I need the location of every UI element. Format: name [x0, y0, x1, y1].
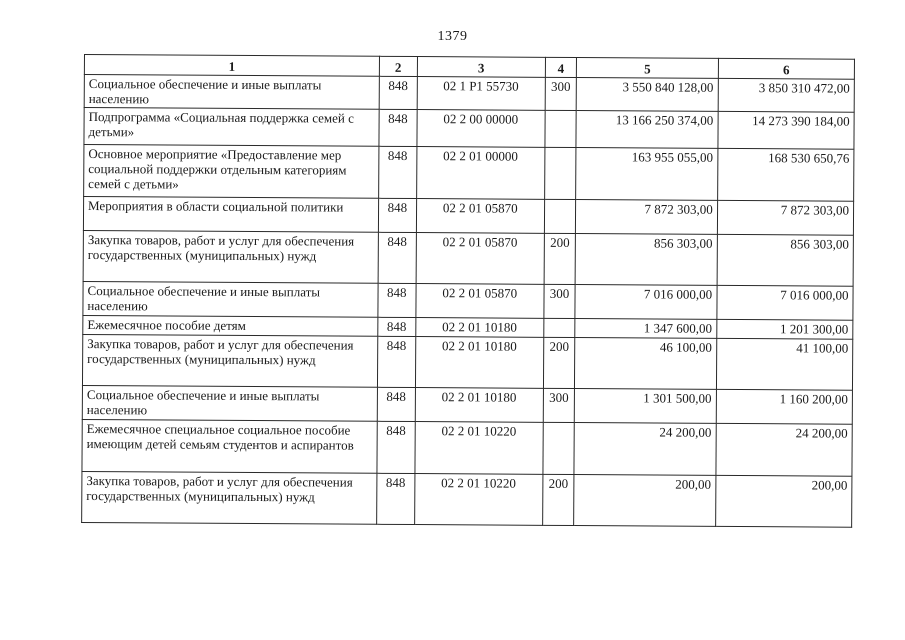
row-code: 848	[377, 387, 415, 421]
table-row	[82, 385, 852, 424]
row-vr	[544, 318, 576, 337]
row-sum-2: 3 850 310 472,00	[718, 78, 855, 112]
row-sum-2: 856 303,00	[717, 234, 854, 286]
row-name: Социальное обеспечение и иные выплаты населению	[82, 385, 377, 421]
row-sum-2: 7 016 000,00	[717, 285, 854, 320]
row-sum-1: 1 301 500,00	[575, 389, 717, 424]
table-row	[84, 108, 854, 150]
row-sum-2: 200,00	[715, 475, 852, 527]
row-csr: 02 2 01 10180	[415, 337, 543, 389]
row-name: Ежемесячное пособие детям	[83, 315, 378, 336]
row-sum-1: 24 200,00	[574, 423, 716, 476]
column-header: 1	[84, 55, 379, 77]
column-header: 5	[577, 58, 718, 79]
row-vr	[543, 422, 575, 474]
row-name: Мероприятия в области социальной политики	[83, 197, 378, 233]
row-vr: 200	[543, 337, 575, 388]
row-sum-2: 1 201 300,00	[716, 319, 852, 339]
column-header: 4	[545, 57, 577, 77]
row-csr: 02 2 01 10180	[415, 318, 543, 338]
table-row	[82, 419, 852, 476]
table-row	[84, 75, 854, 113]
row-sum-2: 14 273 390 184,00	[718, 111, 855, 149]
row-sum-2: 7 872 303,00	[717, 200, 854, 235]
row-sum-2: 41 100,00	[716, 338, 853, 390]
row-vr: 300	[543, 388, 575, 422]
row-csr: 02 2 00 00000	[417, 110, 545, 148]
row-vr: 200	[544, 233, 576, 284]
row-csr: 02 2 01 00000	[416, 147, 544, 200]
row-sum-1: 13 166 250 374,00	[576, 111, 718, 149]
row-code: 848	[378, 198, 416, 232]
row-vr: 300	[545, 77, 577, 110]
column-header: 6	[718, 58, 854, 79]
row-sum-2: 168 530 650,76	[717, 148, 854, 201]
row-name: Ежемесячное специальное социальное пособие имеющим детей семьям студентов и аспирантов	[82, 419, 377, 473]
row-code: 848	[378, 232, 416, 283]
row-name: Подпрограмма «Социальная поддержка семей с детьми»	[84, 108, 379, 147]
row-name: Закупка товаров, работ и услуг для обеспечения государственных (муниципальных) нужд	[82, 334, 377, 387]
row-code: 848	[379, 146, 417, 198]
row-sum-1: 163 955 055,00	[576, 148, 718, 201]
row-vr	[545, 110, 577, 147]
row-vr	[544, 147, 576, 199]
column-header: 3	[417, 57, 545, 78]
row-code: 848	[377, 421, 415, 473]
row-sum-1: 200,00	[574, 475, 716, 527]
row-vr	[544, 199, 576, 233]
row-name: Закупка товаров, работ и услуг для обеспечения государственных (муниципальных) нужд	[83, 230, 378, 283]
row-code: 848	[377, 336, 415, 387]
row-sum-2: 1 160 200,00	[716, 389, 853, 424]
column-header: 2	[379, 56, 417, 76]
row-csr: 02 2 01 05870	[416, 199, 544, 234]
table-body	[82, 75, 855, 528]
row-sum-1: 46 100,00	[575, 338, 717, 390]
row-code: 848	[379, 109, 417, 146]
page-number: 1379	[437, 29, 468, 44]
row-csr: 02 2 01 10220	[415, 422, 543, 475]
row-csr: 02 2 01 10220	[414, 474, 542, 526]
table-row	[83, 197, 853, 236]
table-row	[83, 230, 853, 286]
table-row	[82, 334, 852, 390]
row-code: 848	[378, 283, 416, 317]
row-sum-1: 7 016 000,00	[575, 285, 717, 320]
table-row	[82, 471, 852, 527]
row-code: 848	[378, 317, 416, 336]
table-row	[83, 281, 853, 320]
row-sum-1: 3 550 840 128,00	[576, 78, 718, 112]
budget-table	[81, 54, 855, 528]
row-sum-1: 1 347 600,00	[575, 319, 716, 339]
row-sum-1: 7 872 303,00	[576, 200, 718, 235]
row-code: 848	[377, 473, 415, 524]
row-csr: 02 2 01 10180	[415, 388, 543, 423]
row-code: 848	[379, 76, 417, 109]
row-name: Социальное обеспечение и иные выплаты населению	[84, 75, 379, 110]
row-sum-2: 24 200,00	[716, 423, 853, 476]
row-csr: 02 1 P1 55730	[417, 77, 545, 111]
row-sum-1: 856 303,00	[575, 234, 717, 286]
row-name: Социальное обеспечение и иные выплаты населению	[83, 281, 378, 317]
row-vr: 300	[544, 284, 576, 318]
row-vr: 200	[542, 474, 574, 525]
table-row	[84, 145, 854, 202]
row-csr: 02 2 01 05870	[415, 284, 543, 319]
row-name: Основное мероприятие «Предоставление мер социальной поддержки отдельным категориям семей с детьми»	[84, 145, 379, 199]
row-csr: 02 2 01 05870	[416, 233, 544, 285]
row-name: Закупка товаров, работ и услуг для обеспечения государственных (муниципальных) нужд	[82, 471, 377, 524]
